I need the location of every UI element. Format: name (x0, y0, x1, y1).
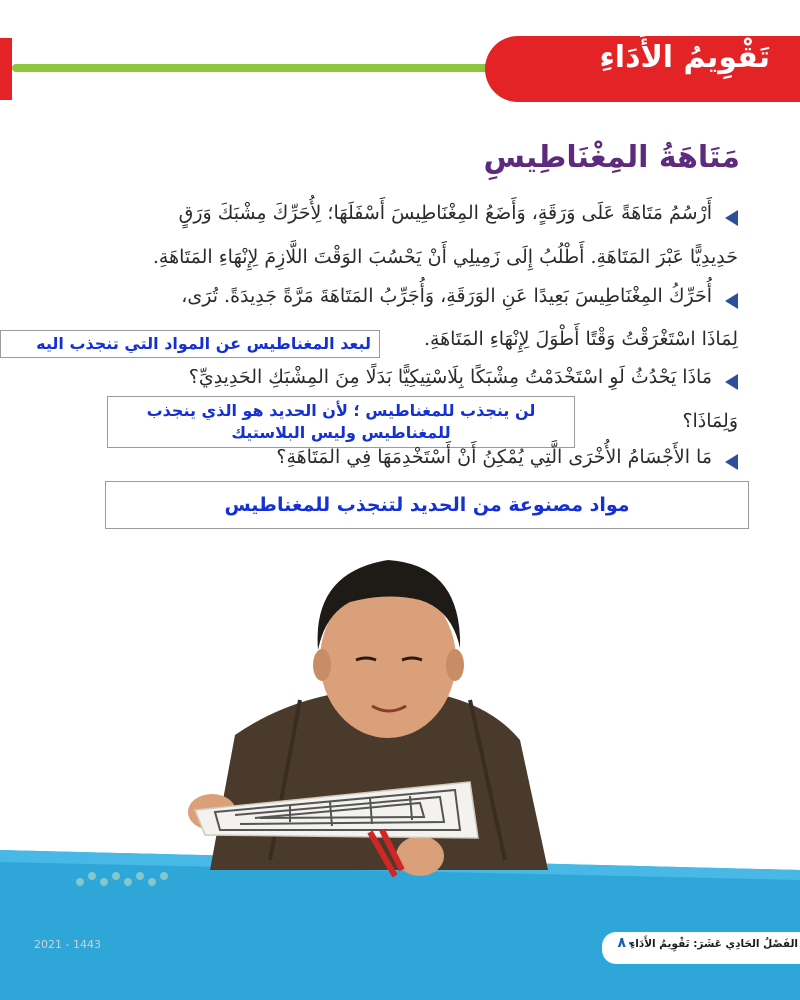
answer-box[interactable] (107, 396, 575, 448)
question-3-line-1: مَاذَا يَحْدُثُ لَوِ اسْتَخْدَمْتُ مِشْبَكًا بِلَاسْتِيكِيًّا بَدَلًا مِنَ المِشْبَكِ الحَدِيدِيِّ؟ (188, 366, 712, 388)
question-3-line-2: وَلِمَاذَا؟ (682, 410, 738, 432)
question-2-line-2: لِمَاذَا اسْتَغْرَقْتُ وَقْتًا أَطْوَلَ لِإِنْهَاءِ المَتَاهَةِ. (423, 328, 738, 350)
bullet-icon (725, 374, 738, 390)
ministry-logo-watermark (70, 862, 180, 896)
question-4-line-1: مَا الأَجْسَامُ الأُخْرَى الَّتِي يُمْكِنُ أَنْ أَسْتَخْدِمَهَا فِي المَتَاهَةِ؟ (276, 446, 712, 468)
header-title: تَقْوِيمُ الأَدَاءِ (599, 40, 770, 75)
answer-text: مواد مصنوعة من الحديد لتنجذب للمغناطيس (224, 494, 630, 516)
bullet-icon (725, 293, 738, 309)
section-title: مَتَاهَةُ المِغْنَاطِيسِ (483, 140, 740, 175)
header-divider-line (12, 64, 532, 72)
answer-text-line-1: لن ينجذب للمغناطيس ؛ لأن الحديد هو الذي ينجذب (146, 401, 536, 420)
footer-chapter-label: الفَصْلُ الحَادِي عَشَرَ: تَقْوِيمُ الأَدَاءِ (629, 938, 798, 950)
question-1-line-1: أَرْسُمُ مَتَاهَةً عَلَى وَرَقَةٍ، وَأَضَعُ المِغْنَاطِيسَ أَسْفَلَهَا؛ لِأُحَرِّكَ مِشْبَكَ وَرَقٍ (178, 202, 712, 224)
bullet-icon (725, 454, 738, 470)
answer-text: لبعد المغناطيس عن المواد التي تنجذب اليه (36, 334, 371, 353)
answer-box[interactable] (0, 330, 380, 358)
question-1-line-2: حَدِيدِيًّا عَبْرَ المَتَاهَةِ. أَطْلُبُ إِلَى زَمِيلِي أَنْ يَحْسُبَ الوَقْتَ اللَّازِمَ لِإِنْهَاءِ المَتَاهَةِ. (152, 246, 738, 268)
question-2-line-1: أُحَرِّكُ المِغْنَاطِيسَ بَعِيدًا عَنِ الوَرَقَةِ، وَأُجَرِّبُ المَتَاهَةَ مَرَّةً جَدِيدَةً. تُرَى، (181, 285, 712, 307)
left-accent-bar (0, 38, 12, 100)
answer-text-line-2: للمغناطيس وليس البلاستيك (231, 423, 451, 442)
bullet-icon (725, 210, 738, 226)
answer-box[interactable] (105, 481, 749, 529)
page-number: ٨٠ (617, 935, 635, 951)
watermark-year: 2021 - 1443 (34, 938, 101, 951)
right-hand (396, 836, 444, 876)
